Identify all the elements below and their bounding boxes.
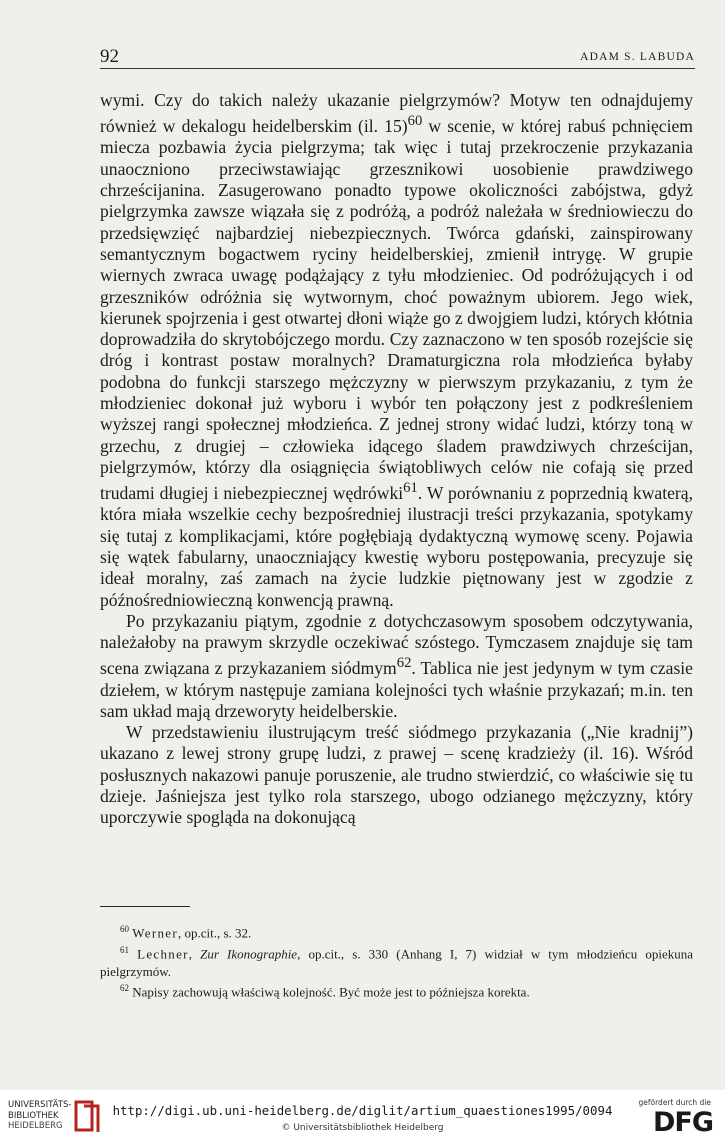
document-url-link[interactable]: http://digi.ub.uni-heidelberg.de/diglit/artium_quaestiones1995/0094 — [112, 1103, 613, 1118]
footnote: $^{62}$ Napisy zachowują właściwą kolejność. Być może jest to późniejsza korekta. — [120, 983, 530, 1000]
library-line: HEIDELBERG — [8, 1121, 63, 1131]
footnotes — [100, 921, 693, 1001]
paragraph: W przedstawieniu ilustrującym treść siódmego przykazania („Nie kradnij”) ukazano z lewej strony grupę ludzi, z prawej – scenę kradzieży (il. 16). Wśród posłusznych nakazowi panuje poruszenie, ale trudno stwierdzić, co właściwie się tu dzieje. Jaśniejsza jest tylko rola starszego, ubogo odzianego mężczyzny, który uporczywie spogląda na dokonującą — [100, 722, 693, 828]
paragraph: wymi. Czy do takich należy ukazanie pielgrzymów? Motyw ten odnajdujemy również w dekalogu heidelberskim (il. 15)$^{60}$ w scenie, w której rabuś pchnięciem miecza pozbawia życia pielgrzyma; tak więc i tutaj przekroczenie przykazania unaoczniono przeciwstawiając grzesznikowi uosobienie prawdziwego chrześcijanina. Zasugerowano ponadto typowe okoliczności zabójstwa, gdyż pielgrzymka zawsze wiązała się z podróżą, a podróż należała w średniowieczu do przedsięwzięć najbardziej niebezpiecznych. Twórca gdański, zainspirowany semantycznym bogactwem ryciny heidelberskiej, zmienił intrygę. W grupie wiernych zwraca uwagę podążający z tyłu młodzieniec. Od podróżujących i od grzeszników odróżnia się wytwornym, choć poważnym ubiorem. Jego wiek, kierunek spojrzenia i gest otwartej dłoni wiąże go z dwojgiem ludzi, których kłótnia doprowadziła do skrytobójczego mordu. Czy zaznaczono w ten sposób rozejście się dróg i kontrast postaw moralnych? Dramaturgiczna rola młodzieńca byłaby podobna do funkcji starszego mężczyzny w pierwszym przykazaniu, z tym że młodzieniec dokonał już wyboru i wybór ten połączony jest z podkreśleniem wyższej rangi społecznej młodzieńca. Z jednej strony widać ludzi, którzy toną w grzechu, z drugiej – człowieka idącego śladem prawdziwych chrześcijan, pielgrzymów, którzy dla osiągnięcia świątobliwych celów nie cofają się przed trudami długiej i niebezpiecznej wędrówki$^{61}$. W porównaniu z poprzednią kwaterą, która miała wszelkie cechy bezpośredniej ilustracji treści przykazania, spotykamy się tutaj z komplikacjami, które pogłębiają dydaktyczną wymowę sceny. Pojawia się wątek fabularny, unaoczniający kwestię wyboru postępowania, precyzuje się ideał moralny, zaś zamach na życie ludzkie piętnowany jest w zgodzie z późnośredniowieczną konwencją prawną. — [100, 90, 693, 610]
paragraph: Po przykazaniu piątym, zgodnie z dotychczasowym sposobem odczytywania, należałoby na prawym skrzydle oczekiwać szóstego. Tymczasem znajduje się tam scena związana z przykazaniem siódmym$^{62}$. Tablica nie jest jedynym w tym czasie dziełem, w którym następuje zamiana kolejności tych właśnie przykazań; m.in. ten sam układ mają drzeworyty heidelberskie. — [100, 610, 693, 721]
footnote-author: Werner — [132, 925, 178, 941]
body-text — [100, 90, 693, 829]
running-head-author: ADAM S. LABUDA — [580, 51, 695, 63]
dfg-logo: DFG — [652, 1107, 713, 1138]
page-number: 92 — [100, 46, 119, 67]
footnote-number: 61 — [120, 944, 129, 955]
copyright-notice: © Universitätsbibliothek Heidelberg — [281, 1123, 444, 1133]
running-head — [100, 46, 695, 69]
footnote-rule — [100, 906, 190, 907]
footnote-reference: 62 — [396, 655, 412, 672]
footnote-title: Zur Ikonographie — [200, 946, 298, 962]
footnote: $^{60}$ Werner, op.cit., s. 32. — [120, 924, 252, 941]
footnote-number: 60 — [120, 924, 129, 934]
footnote-number: 62 — [120, 983, 129, 994]
viewer-footer — [0, 1090, 725, 1142]
footnote: $^{61}$ Lechner, Zur Ikonographie, op.cit., s. 330 (Anhang I, 7) widział w tym młodzieńcu opiekuna pielgrzymów. — [100, 944, 694, 979]
library-line: UNIVERSITÄTS- — [8, 1100, 72, 1110]
footnote-reference: 61 — [403, 480, 418, 497]
library-line: BIBLIOTHEK — [8, 1110, 59, 1121]
footnote-author: Lechner — [137, 946, 189, 962]
dfg-caption: gefördert durch die — [638, 1098, 711, 1107]
footnote-reference: 60 — [407, 113, 423, 130]
